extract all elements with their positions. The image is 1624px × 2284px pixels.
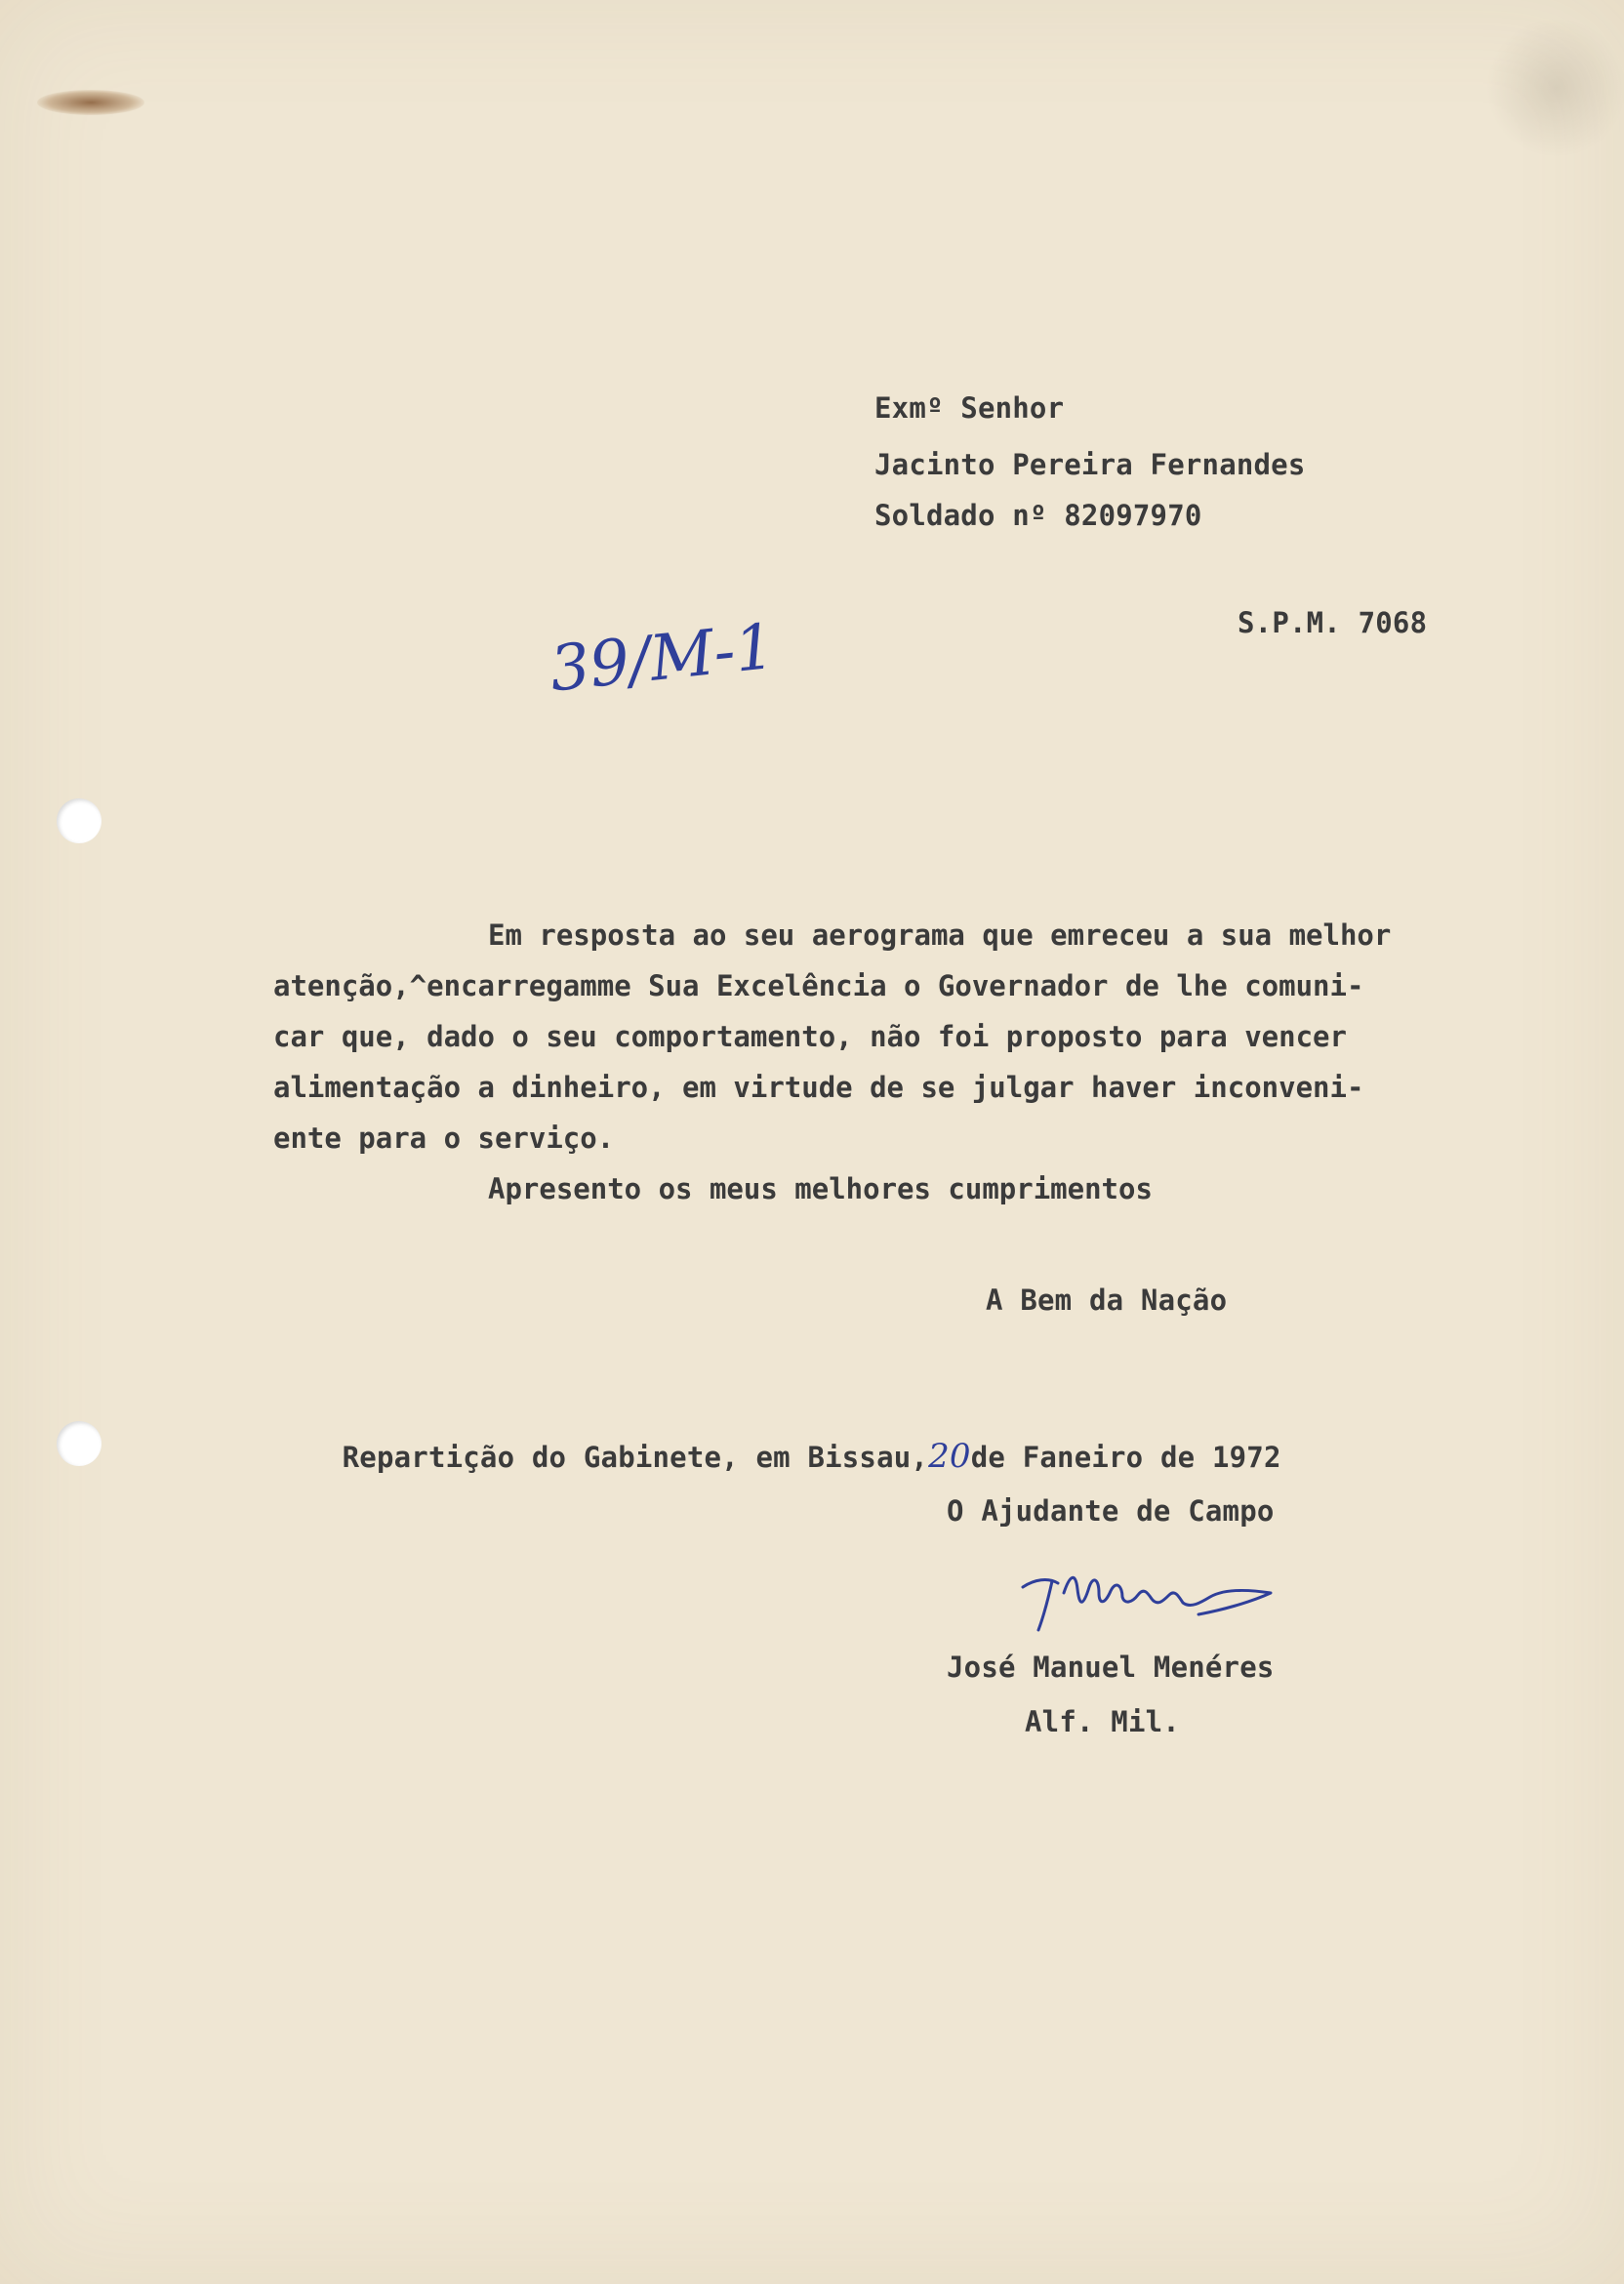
- punch-hole-bottom: [57, 1421, 102, 1466]
- recipient-name: Jacinto Pereira Fernandes: [874, 448, 1306, 481]
- handwritten-day: 20: [928, 1437, 971, 1476]
- motto: A Bem da Nação: [986, 1284, 1228, 1317]
- signatory-name: José Manuel Menéres: [947, 1651, 1275, 1684]
- handwritten-signature: [1015, 1554, 1288, 1642]
- closing-line: Apresento os meus melhores cumprimentos: [488, 1172, 1153, 1205]
- signatory-title: O Ajudante de Campo: [947, 1494, 1275, 1528]
- place-date-suffix: de Faneiro de 1972: [970, 1441, 1281, 1474]
- corner-smudge: [1483, 20, 1624, 156]
- signatory-rank: Alf. Mil.: [1025, 1705, 1180, 1738]
- recipient-salutation: Exmº Senhor: [874, 391, 1065, 425]
- place-date-prefix: Repartição do Gabinete, em Bissau,: [342, 1441, 929, 1474]
- body-line-2: atenção,^encarregamme Sua Excelência o Governador de lhe comuni-: [273, 969, 1364, 1002]
- letter-body: [273, 910, 1532, 1214]
- body-line-3: car que, dado o seu comportamento, não foi proposto para vencer: [273, 1020, 1347, 1053]
- recipient-spm: S.P.M. 7068: [1238, 606, 1428, 639]
- punch-hole-top: [57, 798, 102, 843]
- handwritten-reference: 39/M-1: [547, 610, 779, 707]
- body-line-5: ente para o serviço.: [273, 1122, 615, 1155]
- recipient-rank-number: Soldado nº 82097970: [874, 499, 1202, 532]
- body-line-1: Em resposta ao seu aerograma que emreceu a sua melhor: [488, 918, 1392, 952]
- rust-mark: [37, 90, 144, 115]
- body-line-4: alimentação a dinheiro, em virtude de se julgar haver inconveni-: [273, 1071, 1364, 1104]
